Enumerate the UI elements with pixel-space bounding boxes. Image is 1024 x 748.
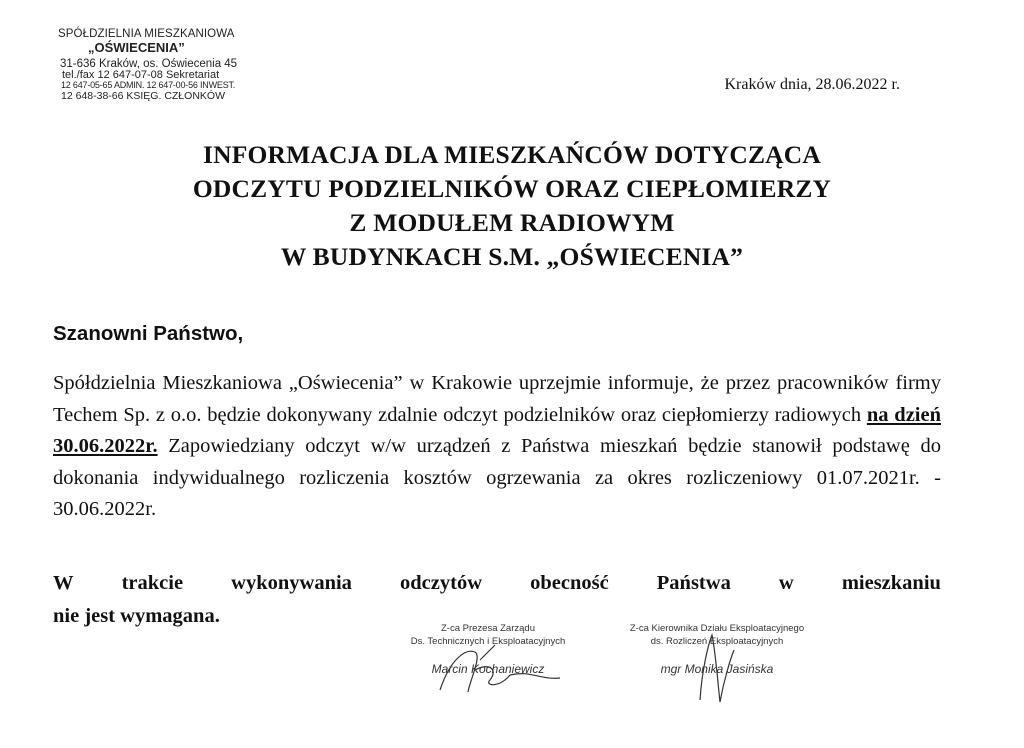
signature-role: Z-ca Prezesa Zarządu <box>441 623 535 634</box>
title-line: ODCZYTU PODZIELNIKÓW ORAZ CIEPŁOMIERZY <box>192 174 832 203</box>
document-title <box>0 138 1024 274</box>
body-paragraph <box>53 368 941 526</box>
notice-line: nie jest wymagana. <box>53 605 220 627</box>
stamp-line: SPÓŁDZIELNIA MIESZKANIOWA <box>58 28 235 40</box>
highlighted-date: na dzień 30.06.2022r. <box>53 403 941 457</box>
stamp-org-name: „OŚWIECENIA” <box>88 40 185 56</box>
body-text: Zapowiedziany odczyt w/w urządzeń z Państwa mieszkań będzie stanowił podstawę do dokonania indywidualnego rozliczenia kosztów ogrzewania za okres rozliczeniowy 01.07.2021r. - 30.06.2022r. <box>53 435 941 520</box>
signature-role: Ds. Technicznych i Eksploatacyjnych <box>410 636 566 647</box>
signature-name: mgr Monika Jasińska <box>660 662 774 676</box>
stamp-address: 31-636 Kraków, os. Oświecenia 45 <box>60 57 238 70</box>
document-date: Kraków dnia, 28.06.2022 r. <box>724 76 900 93</box>
notice-word: Państwa <box>656 572 731 594</box>
notice-word: trakcie <box>121 572 184 594</box>
title-line: INFORMACJA DLA MIESZKAŃCÓW DOTYCZĄCA <box>202 140 822 169</box>
notice-line <box>53 567 941 600</box>
body-text: Spółdzielnia Mieszkaniowa „Oświecenia” w Krakowie uprzejmie informuje, że przez pracowników firmy Techem Sp. z o.o. będzie dokonywany zdalnie odczyt podzielników oraz ciepłomierzy radiowych <box>53 372 941 426</box>
stamp-phone: 12 648-38-66 KSIĘG. CZŁONKÓW <box>61 89 225 102</box>
notice-word: wykonywania <box>231 572 352 594</box>
title-line: W BUDYNKACH S.M. „OŚWIECENIA” <box>280 242 744 271</box>
stamp-phone: 12 647-05-65 ADMIN. 12 647-00-56 INWEST. <box>61 80 236 91</box>
signature-name: Marcin Kochaniewicz <box>431 662 545 676</box>
signature-role: Z-ca Kierownika Działu Eksploatacyjnego <box>629 623 805 634</box>
notice-word: odczytów <box>400 572 483 594</box>
signature-block <box>612 622 822 676</box>
signature-role: ds. Rozliczeń Eksploatacyjnych <box>650 636 784 647</box>
notice-word: w <box>778 572 794 594</box>
title-line: Z MODUŁEM RADIOWYM <box>349 208 675 237</box>
notice-word: W <box>53 572 74 594</box>
stamp-phone: tel./fax 12 647-07-08 Sekretariat <box>62 68 220 81</box>
notice-word: obecność <box>530 572 609 594</box>
greeting: Szanowni Państwo, <box>53 322 244 345</box>
notice-word: mieszkaniu <box>841 572 941 594</box>
signature-block <box>388 622 588 676</box>
letterhead-stamp <box>58 28 298 102</box>
